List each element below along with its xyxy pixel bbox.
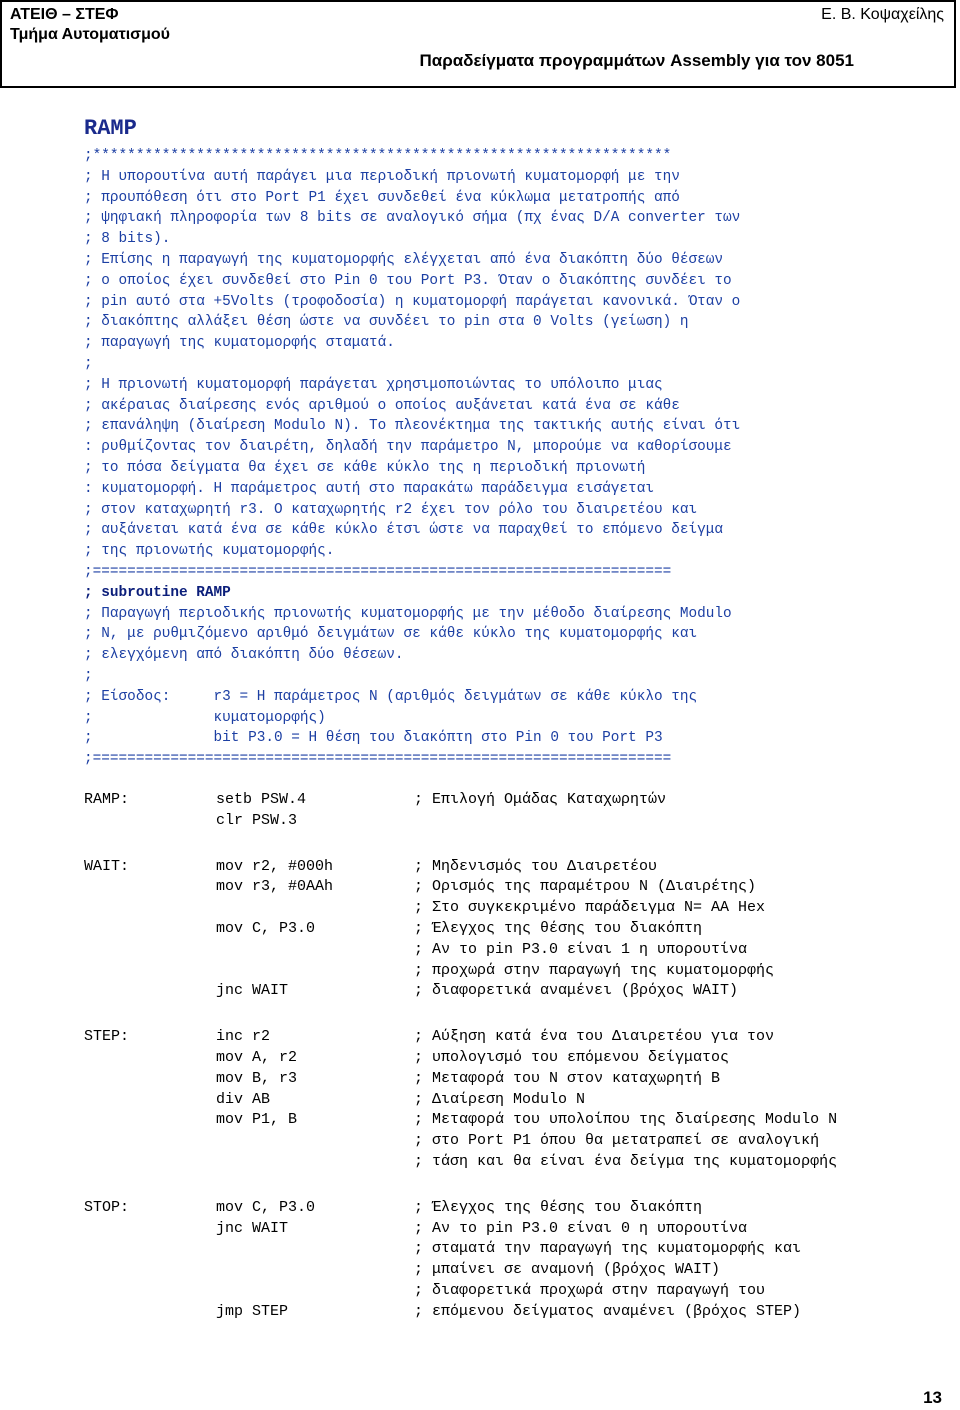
comment-line: ; παραγωγή της κυματομορφής σταματά. [84, 335, 395, 352]
code-instruction: jnc WAIT [216, 982, 289, 1000]
code-line [84, 811, 944, 832]
code-comment: ; υπολογισμό του επόμενου δείγματος [414, 1048, 730, 1066]
code-line [84, 1198, 944, 1219]
code-comment: ; Μεταφορά του N στον καταχωρητή B [414, 1069, 721, 1087]
code-instruction: inc r2 [216, 1028, 271, 1046]
code-line [84, 877, 944, 898]
comment-line: : ρυθμίζοντας τον διαιρέτη, δηλαδή την παράμετρο N, μπορούμε να καθορίσουμε [84, 439, 732, 456]
code-line [84, 857, 944, 878]
code-line [84, 981, 944, 1002]
comment-line: ; [84, 667, 93, 684]
code-label: STEP: [84, 1028, 130, 1046]
code-line [84, 1239, 944, 1260]
comment-line: ; ελεγχόμενη από διακόπτη δύο θέσεων. [84, 647, 404, 664]
comment-line: ; της πριονωτής κυματομορφής. [84, 543, 335, 560]
document-title: RAMP [84, 116, 137, 141]
header-department: Τμήμα Αυτοματισμού [10, 26, 170, 43]
comment-line: ; στον καταχωρητή r3. Ο καταχωρητής r2 έχει τον ρόλο του διαιρετέου και [84, 501, 698, 518]
comment-line: ; επανάληψη (διαίρεση Modulo N). Το πλεονέκτημα της τακτικής αυτής είναι ότι [84, 418, 741, 435]
code-comment: ; μπαίνει σε αναμονή (βρόχος WAIT) [414, 1261, 721, 1279]
code-comment: ; Έλεγχος της θέσης του διακόπτη [414, 919, 703, 937]
code-line [84, 790, 944, 811]
code-instruction: mov C, P3.0 [216, 1198, 316, 1216]
code-comment: ; Επιλογή Ομάδας Καταχωρητών [414, 791, 667, 808]
code-line [84, 1090, 944, 1111]
code-instruction: setb PSW.4 [216, 791, 307, 808]
comment-line: ;******************************************************************* [84, 148, 672, 164]
comment-line: ;=================================================================== [84, 563, 672, 580]
code-instruction: mov r3, #0AAh [216, 878, 334, 896]
code-comment: ; Αν το pin P3.0 είναι 0 η υπορουτίνα [414, 1219, 748, 1237]
code-comment: ; Αν το pin P3.0 είναι 1 η υπορουτίνα [414, 940, 748, 958]
code-comment: ; τάση και θα είναι ένα δείγμα της κυματομορφής [414, 1152, 838, 1170]
code-comment: ; Διαίρεση Modulo N [414, 1090, 586, 1108]
comment-line: ; subroutine RAMP [84, 584, 231, 601]
code-comment: ; Αύξηση κατά ένα του Διαιρετέου για τον [414, 1028, 775, 1046]
comment-line: ; Παραγωγή περιοδικής πριονωτής κυματομορφής με την μέθοδο διαίρεσης Modulo [84, 605, 732, 622]
code-comment: ; διαφορετικά προχωρά στην παραγωγή του [414, 1281, 766, 1299]
code-comment: ; στο Port P1 όπου θα μετατραπεί σε αναλογική [414, 1132, 820, 1150]
code-line [84, 1302, 944, 1323]
comment-line: ; bit P3.0 = Η θέση του διακόπτη στο Pin 0 του Port P3 [84, 730, 663, 747]
header-institution: ΑΤΕΙΘ – ΣΤΕΦ [10, 6, 119, 23]
assembly-code-listing [84, 790, 944, 1323]
code-instruction: div AB [216, 1090, 271, 1108]
code-line [84, 1152, 944, 1173]
code-instruction: mov P1, B [216, 1111, 298, 1129]
code-instruction: mov C, P3.0 [216, 919, 316, 937]
code-line [84, 1048, 944, 1069]
code-instruction: mov r2, #000h [216, 857, 334, 875]
comment-line: : κυματομορφή. Η παράμετρος αυτή στο παρακάτω παράδειγμα εισάγεται [84, 480, 654, 497]
code-instruction: mov A, r2 [216, 1048, 298, 1066]
comment-line: ; ψηφιακή πληροφορία των 8 bits σε αναλογικό σήμα (πχ ένας D/A converter των [84, 210, 741, 227]
code-comment: ; διαφορετικά αναμένει (βρόχος WAIT) [414, 982, 739, 1000]
code-instruction: jmp STEP [216, 1302, 289, 1320]
code-label: STOP: [84, 1198, 130, 1216]
code-group-gap [84, 1002, 944, 1027]
header-comment-block [84, 146, 944, 770]
code-instruction: clr PSW.3 [216, 811, 298, 829]
code-line [84, 1219, 944, 1240]
code-comment: ; Έλεγχος της θέσης του διακόπτη [414, 1198, 703, 1216]
comment-line: ; διακόπτης αλλάξει θέση ώστε να συνδέει το pin στα 0 Volts (γείωση) η [84, 314, 689, 331]
code-line [84, 940, 944, 961]
comment-line: ; N, με ρυθμιζόμενο αριθμό δειγμάτων σε κάθε κύκλο της κυματομορφής και [84, 626, 698, 643]
comment-line: ; ακέραιας διαίρεσης ενός αριθμού ο οποίος αυξάνεται κατά ένα σε κάθε [84, 397, 680, 414]
comment-line: ; προυπόθεση ότι στο Port P1 έχει συνδεθεί ένα κύκλωμα μετατροπής από [84, 189, 680, 206]
comment-line: ; Η υπορουτίνα αυτή παράγει μια περιοδική πριονωτή κυματομορφή με την [84, 168, 680, 185]
code-line [84, 1069, 944, 1090]
code-instruction: mov B, r3 [216, 1069, 298, 1087]
header-course-title: Παραδείγματα προγραμμάτων Assembly για τον 8051 [419, 51, 854, 70]
comment-line: ; το πόσα δείγματα θα έχει σε κάθε κύκλο της η περιοδική πριονωτή [84, 459, 646, 476]
code-comment: ; Μηδενισμός του Διαιρετέου [414, 857, 658, 875]
page-number: 13 [923, 1388, 942, 1407]
code-line [84, 1027, 944, 1048]
code-line [84, 898, 944, 919]
code-comment: ; Μεταφορά του υπολοίπου της διαίρεσης Modulo N [414, 1111, 838, 1129]
comment-line: ; [84, 355, 93, 372]
code-comment: ; Στο συγκεκριμένο παράδειγμα N= AA Hex [414, 899, 766, 917]
comment-line: ; Είσοδος: r3 = Η παράμετρος N (αριθμός δειγμάτων σε κάθε κύκλο της [84, 688, 698, 705]
comment-line: ; pin αυτό στα +5Volts (τροφοδοσία) η κυματομορφή παράγεται κανονικά. Όταν ο [84, 293, 741, 310]
comment-line: ;=================================================================== [84, 751, 672, 768]
code-line [84, 1260, 944, 1281]
code-group-gap [84, 1173, 944, 1198]
code-line [84, 1281, 944, 1302]
code-group-gap [84, 832, 944, 857]
code-comment: ; επόμενου δείγματος αναμένει (βρόχος STEP) [414, 1302, 802, 1320]
code-comment: ; Ορισμός της παραμέτρου N (Διαιρέτης) [414, 878, 757, 896]
code-label: RAMP: [84, 791, 130, 808]
code-label: WAIT: [84, 857, 130, 875]
code-line [84, 1131, 944, 1152]
comment-line: ; ο οποίος έχει συνδεθεί στο Pin 0 του Port P3. Όταν ο διακόπτης συνδέει το [84, 272, 732, 289]
code-instruction: jnc WAIT [216, 1219, 289, 1237]
code-line [84, 919, 944, 940]
comment-line: ; κυματομορφής) [84, 709, 326, 726]
comment-line: ; 8 bits). [84, 231, 171, 248]
code-comment: ; προχωρά στην παραγωγή της κυματομορφής [414, 961, 775, 979]
header-author: Ε. Β. Κοψαχείλης [821, 6, 944, 23]
code-line [84, 1110, 944, 1131]
page-header [0, 0, 956, 88]
comment-line: ; αυξάνεται κατά ένα σε κάθε κύκλο έτσι ώστε να παραχθεί το επόμενο δείγμα [84, 522, 724, 539]
code-comment: ; σταματά την παραγωγή της κυματομορφής και [414, 1240, 802, 1258]
comment-line: ; Επίσης η παραγωγή της κυματομορφής ελέγχεται από ένα διακόπτη δύο θέσεων [84, 251, 724, 268]
comment-line: ; Η πριονωτή κυματομορφή παράγεται χρησιμοποιώντας το υπόλοιπο μιας [84, 376, 663, 393]
code-line [84, 961, 944, 982]
